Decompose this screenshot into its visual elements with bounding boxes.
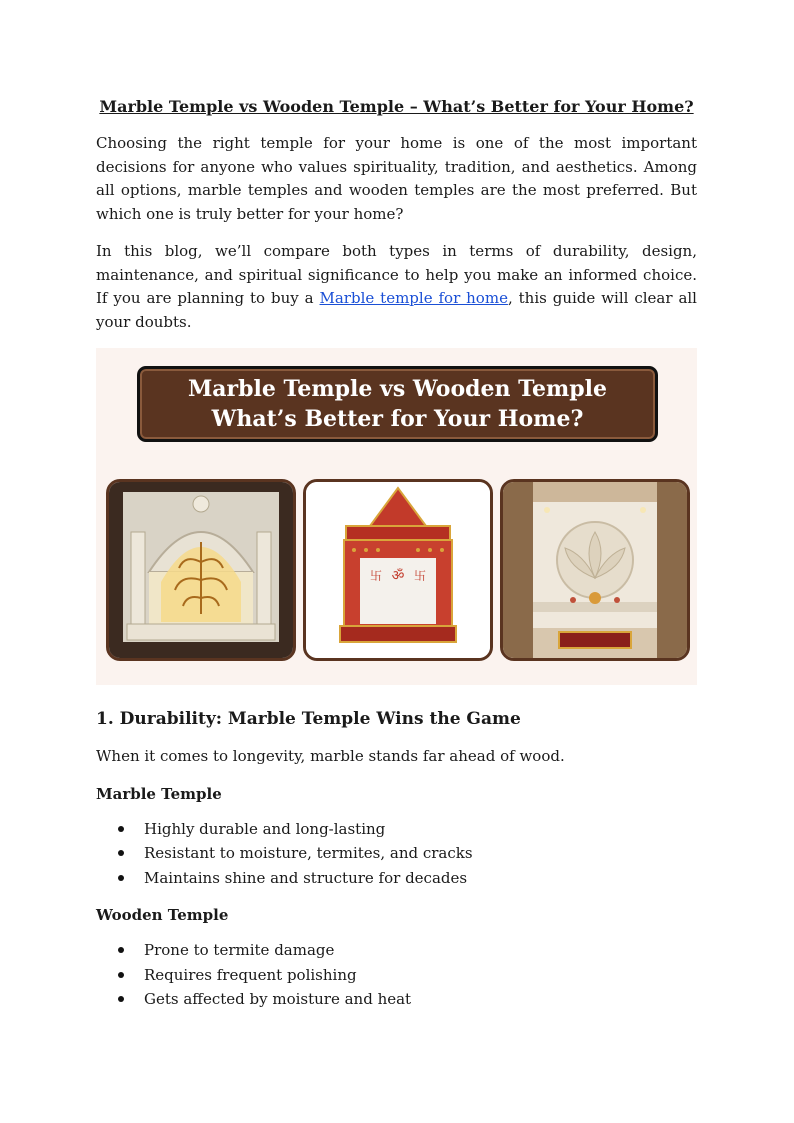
wooden-temple-photo [303, 479, 493, 661]
article-body [96, 96, 697, 1012]
list-item [96, 817, 697, 842]
list-item-text: Requires frequent polishing [144, 965, 357, 984]
section-heading-durability: 1. Durability: Marble Temple Wins the Game [96, 709, 521, 729]
paragraph-text-before-link: In this blog, we’ll compare both types in terms of durability, design, maintenance, and spiritual significance to help you make an informed choice. If you are planning to buy a [96, 242, 697, 307]
list-item [96, 841, 697, 866]
list-item [96, 938, 697, 963]
svg-text:卐: 卐 [413, 569, 427, 583]
wooden-temple-subheading: Wooden Temple [96, 906, 229, 924]
banner-title-line-2: What’s Better for Your Home? [211, 406, 584, 432]
bullet-icon [118, 947, 124, 953]
temple-photo-row [106, 479, 687, 659]
wooden-temple-list [96, 938, 697, 1012]
bullet-icon [118, 875, 124, 881]
list-item [96, 987, 697, 1012]
second-paragraph [96, 240, 697, 334]
list-item-text: Prone to termite damage [144, 941, 335, 959]
list-item-text: Highly durable and long-lasting [144, 819, 386, 838]
list-item-text: Resistant to moisture, termites, and cracks [144, 844, 473, 862]
pooja-room-photo [500, 479, 690, 661]
marble-temple-photo [106, 479, 296, 661]
list-item-text: Maintains shine and structure for decades [144, 868, 468, 887]
list-item [96, 866, 697, 891]
comparison-banner-image [96, 348, 697, 685]
svg-text:ॐ: ॐ [391, 568, 405, 584]
intro-paragraph: Choosing the right temple for your home is one of the most important decisions for anyone who values spirituality, tradition, and aesthetics. Among all options, marble temples and wooden temples are the most preferred. But which one is truly better for your home? [96, 134, 697, 223]
marble-temple-illustration [109, 482, 293, 658]
list-item [96, 963, 697, 988]
list-item-text: Gets affected by moisture and heat [144, 990, 412, 1008]
durability-lead: When it comes to longevity, marble stands far ahead of wood. [96, 747, 565, 765]
svg-text:卐: 卐 [369, 569, 383, 583]
article-title: Marble Temple vs Wooden Temple – What’s Better for Your Home? [99, 97, 694, 116]
bullet-icon [118, 972, 124, 978]
marble-temple-subheading: Marble Temple [96, 784, 222, 803]
bullet-icon [118, 850, 124, 856]
banner-title-box [137, 366, 658, 442]
wooden-temple-illustration [306, 482, 490, 658]
banner-title-line-1: Marble Temple vs Wooden Temple [187, 376, 608, 402]
bullet-icon [118, 826, 124, 832]
pooja-room-illustration [503, 482, 687, 658]
paragraph-text-after-link: , this guide will clear all your doubts. [96, 289, 697, 331]
bullet-icon [118, 996, 124, 1002]
marble-temple-link[interactable]: Marble temple for home [319, 289, 508, 307]
marble-temple-list [96, 817, 697, 891]
